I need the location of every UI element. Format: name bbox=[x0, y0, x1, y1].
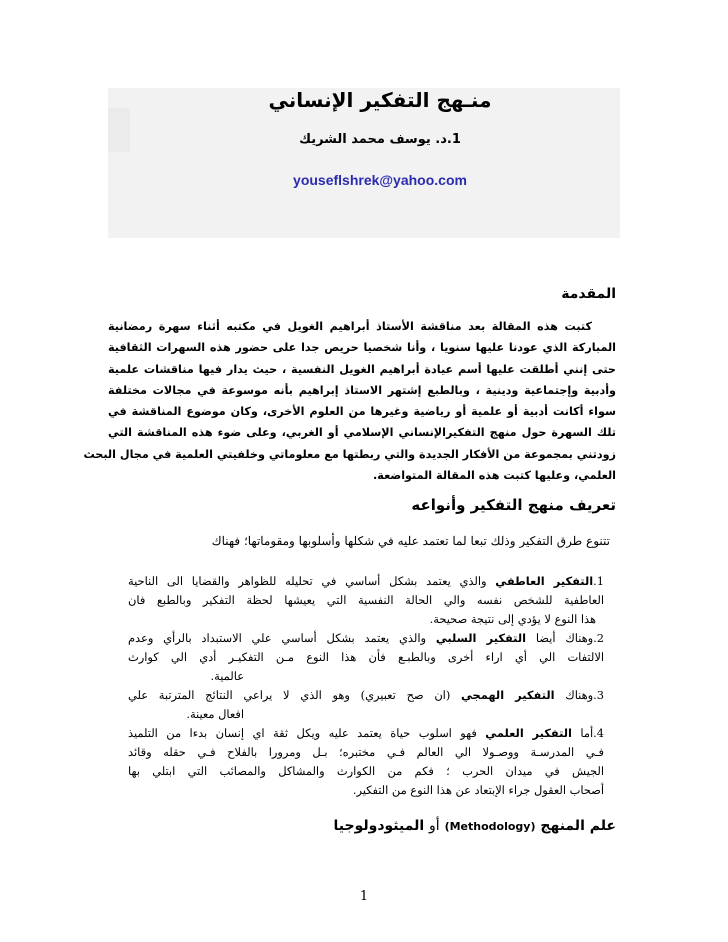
type-text: الالتفات الي أي اراء أخرى وبالطبـع فأن هذا النوع مـن التفكيـر أدي الي كوارث bbox=[128, 650, 604, 664]
list-number: 4. bbox=[593, 726, 605, 740]
intro-line: كتبت هذه المقالة بعد مناقشة الأستاذ أبراهيم الغويل في مكتبه أثناء سهرة رمضانية bbox=[108, 320, 592, 333]
methodology-arabic-term: الميثودولوجيا bbox=[333, 818, 425, 834]
definition-heading: تعريف منهج التفكير وأنواعه bbox=[411, 496, 616, 514]
methodology-heading bbox=[334, 818, 616, 834]
page-title: منـهج التفكير الإنساني bbox=[268, 88, 492, 112]
intro-paragraph bbox=[83, 316, 616, 486]
type-term: التفكير العلمي bbox=[485, 726, 572, 740]
intro-line: حتى إنني أطلقت عليها أسم عيادة أبراهيم الغويل النفسية ، حيث يدار فيها مناقشات علمية bbox=[108, 362, 616, 376]
page-number: 1 bbox=[359, 889, 369, 904]
type-text: هذا النوع لا يؤدي إلى نتيجة صحيحة. bbox=[429, 612, 596, 626]
type-text: العاطفية للشخص نفسه والي الحالة النفسية التي يعيشها لحظة التفكير وبالطبع فان bbox=[128, 593, 604, 607]
intro-line: زودتني بمجموعة من الأفكار الجديدة والتي ربطتها مع معلوماتي وخلفيتي العلمية في مجال البحث bbox=[83, 447, 616, 461]
type-term: التفكير الهمجي bbox=[461, 688, 555, 702]
type-prefix: وهناك bbox=[554, 688, 594, 702]
intro-line: وأدبية وإجتماعية ودينية ، وبالطبع إشتهر الاستاذ إبراهيم بأنه موسوعة في مجالات مختلفة bbox=[108, 383, 616, 397]
thinking-types-list bbox=[128, 572, 604, 800]
intro-heading: المقدمة bbox=[561, 286, 616, 302]
type-prefix: وهناك أيضا bbox=[526, 631, 594, 645]
type-prefix: أما bbox=[571, 726, 594, 740]
intro-line: سواء أكانت أدبية أو علمية أو رياضية وغيرها من العلوم الأخرى، وكان موضوع المناقشة في bbox=[108, 405, 616, 419]
header-side-block bbox=[108, 108, 130, 152]
list-item bbox=[128, 629, 604, 686]
methodology-or: أو bbox=[429, 818, 440, 834]
author-email-link[interactable]: youseflshrek@yahoo.com bbox=[293, 172, 467, 188]
type-text: (ان صح تعبيري) وهو الذي لا يراعي النتائج المترتبة علي bbox=[128, 688, 462, 702]
type-text: عالمية. bbox=[210, 669, 244, 683]
type-text: فـي المدرسـة ووصـولا الي العالم فـي مختبره؛ بـل ومرورا بالفلاح فـي حقله وقائد bbox=[128, 745, 604, 759]
methodology-term: علم المنهج bbox=[540, 818, 616, 834]
type-text: والذي يعتمد بشكل أساسي في تحليله للظواهر والقضايا الى الناحية bbox=[128, 574, 496, 588]
list-item bbox=[128, 724, 604, 800]
list-item bbox=[128, 572, 604, 629]
type-text: والذي يعتمد بشكل أساسي علي الاستبداد بالرأي وعدم bbox=[128, 631, 436, 645]
list-number: 3. bbox=[593, 688, 604, 702]
type-text: افعال معينة. bbox=[186, 707, 244, 721]
author-line: 1.د. يوسف محمد الشريك bbox=[299, 132, 461, 147]
definition-intro: تتنوع طرق التفكير وذلك تبعا لما تعتمد عليه في شكلها وأسلوبها ومقوماتها؛ فهناك bbox=[211, 534, 610, 548]
intro-line: المباركة الذي عودنا عليها سنويا ، وأنا شخصيا حريص جدا على حضور هذه السهرات الثقافية bbox=[108, 341, 616, 355]
type-text: الجيش في ميدان الحرب ؛ فكم من الكوارث والمشاكل والمصائب التي ابتلي بها bbox=[128, 764, 604, 778]
list-item bbox=[128, 686, 604, 724]
list-number: 2. bbox=[593, 631, 605, 645]
type-text: أصحاب العقول جراء الإبتعاد عن هذا النوع من التفكير. bbox=[352, 783, 604, 797]
intro-line: تلك السهرة حول منهج التفكيرالإنساني الإسلامي أو الغربي، وعلى ضوء هذه المناقشة التي bbox=[108, 426, 616, 440]
type-term: التفكير العاطفي bbox=[495, 574, 594, 588]
type-term: التفكير السلبي bbox=[435, 631, 527, 645]
list-number: 1. bbox=[593, 574, 604, 588]
methodology-english: (Methodology) bbox=[444, 820, 536, 833]
type-text: فهو اسلوب حياة يعتمد عليه ويكل ثقة اي إنسان بدءا من التلميذ bbox=[128, 726, 486, 740]
intro-line: العلمي، وعليها كتبت هذه المقالة المتواضعة. bbox=[373, 469, 616, 483]
